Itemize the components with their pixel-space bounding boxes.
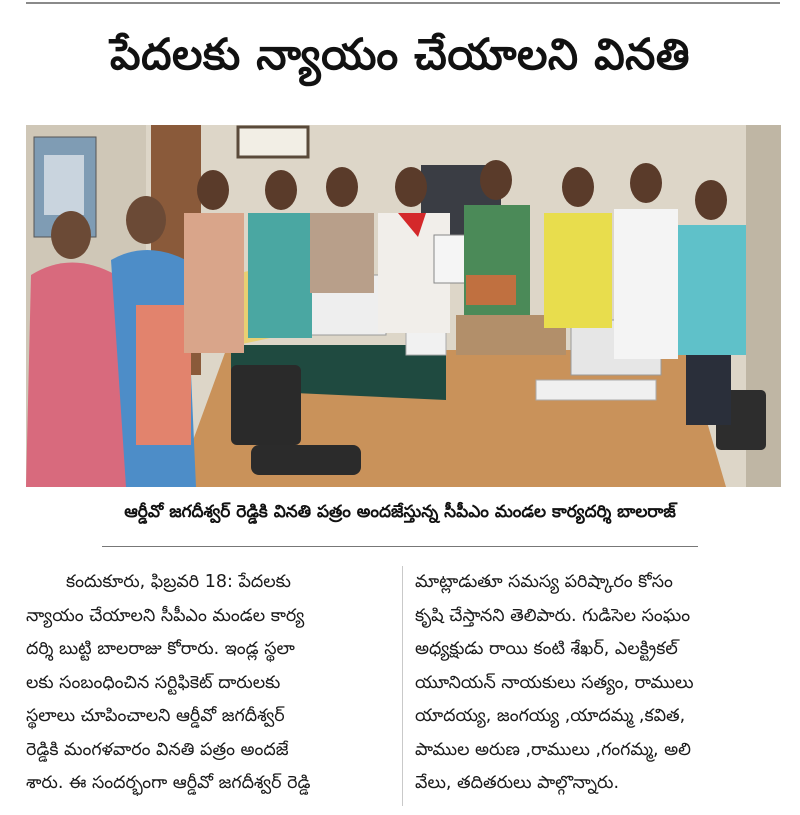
column-divider bbox=[402, 566, 403, 806]
article-line: మాట్లాడుతూ సమస్య పరిష్కారం కోసం bbox=[415, 572, 673, 592]
article-line: కృషి చేస్తానని తెలిపారు. గుడిసెల సంఘం bbox=[415, 605, 691, 626]
article-line: దర్శి బుట్టి బాలరాజు కోరారు. ఇండ్ల స్థలా bbox=[26, 639, 295, 659]
article-line: కందుకూరు, ఫిబ్రవరి 18: పేదలకు bbox=[66, 572, 291, 592]
article-line: వేలు, తదితరులు పాల్గొన్నారు. bbox=[415, 773, 620, 793]
news-photo bbox=[26, 125, 781, 487]
article-column-right bbox=[415, 566, 785, 801]
article-line: లకు సంబంధించిన సర్టిఫికెట్ దారులకు bbox=[26, 672, 281, 693]
article-line: రెడ్డికి మంగళవారం వినతి పత్రం అందజే bbox=[26, 739, 289, 760]
article-line: యూనియన్ నాయకులు సత్యం, రాములు bbox=[415, 672, 694, 693]
photo-caption: ఆర్డీవో జగదీశ్వర్ రెడ్డికి వినతి పత్రం అందజేస్తున్న సీపీఎం మండల కార్యదర్శి బాలరాజ్ bbox=[124, 502, 676, 522]
article-line: శారు. ఈ సందర్భంగా ఆర్డీవో జగదీశ్వర్ రెడ్డి bbox=[26, 773, 311, 793]
top-rule bbox=[26, 2, 780, 4]
photo-illustration bbox=[26, 125, 781, 487]
headline: పేదలకు న్యాయం చేయాలని వినతి bbox=[110, 30, 690, 80]
article-line: స్థలాలు చూపించాలని ఆర్డీవో జగదీశ్వర్ bbox=[26, 706, 285, 726]
article-line: న్యాయం చేయాలని సీపీఎం మండల కార్య bbox=[26, 605, 305, 626]
article-line: అధ్యక్షుడు రాయి కంటి శేఖర్, ఎలక్ట్రికల్ bbox=[415, 639, 678, 659]
article-line: పాముల అరుణ ,రాములు ,గంగమ్మ, అలి bbox=[415, 739, 691, 760]
article-line: యాదయ్య, జంగయ్య ,యాదమ్మ ,కవిత, bbox=[415, 706, 686, 726]
article-column-left bbox=[26, 566, 388, 801]
caption-rule bbox=[102, 546, 698, 547]
